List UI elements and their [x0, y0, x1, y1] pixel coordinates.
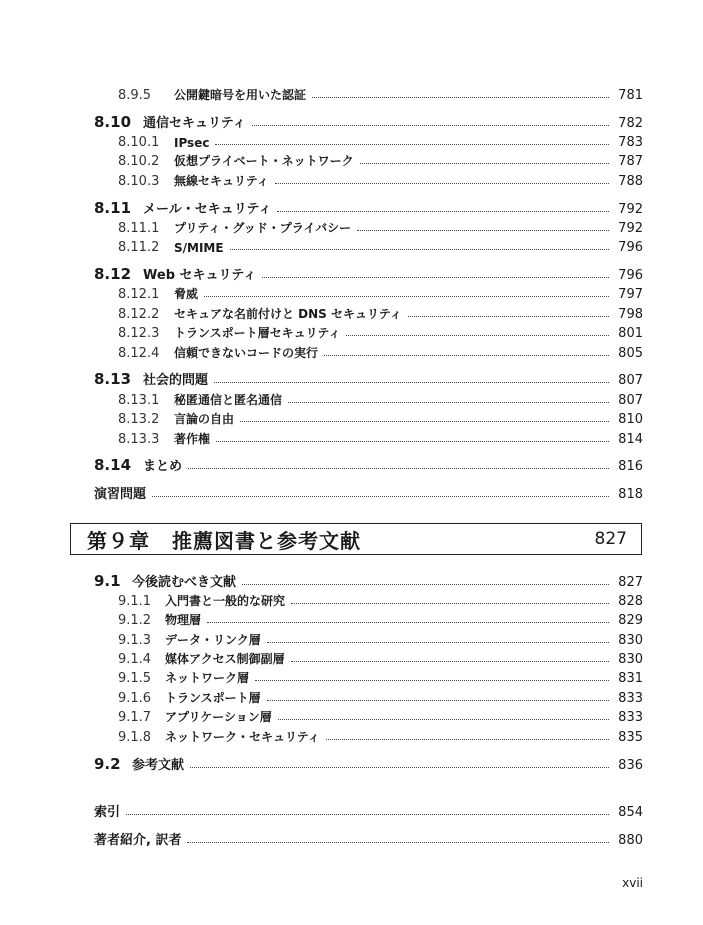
toc-entry-title: 媒体アクセス制御副層 — [165, 652, 285, 666]
dot-leader — [278, 719, 609, 720]
toc-entry-page: 810 — [618, 412, 643, 427]
dot-leader — [216, 441, 609, 442]
dot-leader — [204, 296, 609, 297]
toc-entry-number: 8.10.1 — [118, 135, 160, 150]
toc-entry-page: 835 — [618, 730, 643, 745]
toc-entry — [94, 755, 643, 773]
dot-leader — [255, 680, 609, 681]
toc-entry-page: 792 — [618, 221, 643, 236]
toc-entry-number: 9.1.1 — [118, 594, 152, 609]
dot-leader — [267, 642, 609, 643]
dot-leader — [346, 335, 609, 336]
toc-entry-number: 9.2 — [94, 755, 121, 773]
toc-entry-page: 828 — [618, 594, 643, 609]
toc-entry-page: 827 — [618, 575, 643, 590]
toc-entry — [94, 265, 643, 283]
dot-leader — [277, 211, 609, 212]
toc-entry-title: 索引 — [94, 805, 121, 820]
toc-entry — [118, 284, 643, 302]
toc-entry-page: 807 — [618, 393, 643, 408]
toc-entry-title: 通信セキュリティ — [143, 116, 246, 131]
toc-entry-page: 796 — [618, 268, 643, 283]
toc-entry-page: 818 — [618, 487, 643, 502]
toc-entry-page: 833 — [618, 691, 643, 706]
toc-entry-title: 仮想プライベート・ネットワーク — [174, 154, 354, 168]
toc-entry-number: 8.12 — [94, 265, 132, 283]
dot-leader — [188, 468, 609, 469]
toc-entry — [118, 727, 643, 745]
toc-entry — [94, 199, 643, 217]
toc-entry-page: 788 — [618, 174, 643, 189]
toc-entry-page: 807 — [618, 373, 643, 388]
dot-leader — [324, 355, 609, 356]
toc-entry-title: IPsec — [174, 136, 210, 150]
toc-entry-number: 8.11.2 — [118, 240, 160, 255]
toc-entry-page: 782 — [618, 116, 643, 131]
chapter-page-number: 827 — [594, 529, 627, 549]
toc-entry-title: 社会的問題 — [143, 373, 209, 388]
toc-entry — [118, 668, 643, 686]
toc-entry-title: ネットワーク層 — [165, 671, 250, 685]
toc-entry — [118, 323, 643, 341]
toc-entry — [118, 237, 643, 255]
toc-entry — [118, 649, 643, 667]
toc-entry-title: まとめ — [143, 459, 183, 474]
toc-entry-page: 836 — [618, 758, 643, 773]
toc-entry — [118, 707, 643, 725]
toc-entry-page: 805 — [618, 346, 643, 361]
page-folio: xvii — [622, 876, 643, 890]
toc-entry-title: 無線セキュリティ — [174, 174, 269, 188]
toc-entry-title: 今後読むべき文献 — [132, 575, 237, 590]
toc-entry-page: 783 — [618, 135, 643, 150]
toc-entry-page: 798 — [618, 307, 643, 322]
toc-entry-number: 8.11.1 — [118, 221, 160, 236]
toc-entry-number: 8.13.2 — [118, 412, 160, 427]
toc-entry-page: 797 — [618, 287, 643, 302]
toc-entry — [94, 484, 643, 502]
toc-entry-number: 9.1.2 — [118, 613, 152, 628]
toc-entry-title: ネットワーク・セキュリティ — [165, 730, 320, 744]
dot-leader — [275, 183, 609, 184]
toc-entry-number: 8.12.2 — [118, 307, 160, 322]
toc-entry — [118, 610, 643, 628]
toc-entry-title: 参考文献 — [132, 758, 185, 773]
toc-entry — [94, 830, 643, 848]
toc-entry-number: 8.12.1 — [118, 287, 160, 302]
dot-leader — [215, 144, 609, 145]
toc-entry — [94, 370, 643, 388]
toc-entry-page: 801 — [618, 326, 643, 341]
dot-leader — [230, 249, 609, 250]
toc-entry-title: トランスポート層 — [165, 691, 261, 705]
toc-entry-number: 9.1.3 — [118, 633, 152, 648]
toc-entry — [118, 218, 643, 236]
dot-leader — [291, 603, 609, 604]
toc-entry-number: 9.1.6 — [118, 691, 152, 706]
toc-entry-number: 9.1.5 — [118, 671, 152, 686]
toc-entry-title: 著作権 — [174, 432, 211, 446]
toc-entry-number: 9.1.8 — [118, 730, 152, 745]
chapter-label: 第９章 — [87, 528, 150, 553]
toc-entry-page: 787 — [618, 154, 643, 169]
toc-entry-page: 833 — [618, 710, 643, 725]
toc-entry-title: 脅威 — [174, 287, 199, 301]
toc-entry-title: 言論の自由 — [174, 412, 235, 426]
toc-entry-title: S/MIME — [174, 241, 224, 255]
toc-entry-page: 830 — [618, 652, 643, 667]
toc-entry-page: 829 — [618, 613, 643, 628]
toc-entry-number: 9.1.7 — [118, 710, 152, 725]
toc-entry-page: 830 — [618, 633, 643, 648]
toc-entry-page: 796 — [618, 240, 643, 255]
toc-entry — [118, 688, 643, 706]
toc-entry-title: 公開鍵暗号を用いた認証 — [174, 88, 307, 102]
dot-leader — [126, 814, 609, 815]
toc-entry-title: 著者紹介, 訳者 — [94, 833, 182, 848]
toc-entry-number: 8.13 — [94, 370, 132, 388]
toc-entry-number: 8.12.4 — [118, 346, 160, 361]
toc-entry — [94, 802, 643, 820]
toc-entry — [118, 85, 643, 103]
toc-entry-number: 8.12.3 — [118, 326, 160, 341]
dot-leader — [242, 584, 609, 585]
toc-entry-number: 8.11 — [94, 199, 132, 217]
toc-entry — [118, 304, 643, 322]
dot-leader — [152, 496, 609, 497]
toc-entry — [94, 113, 643, 131]
toc-entry — [94, 572, 643, 590]
dot-leader — [252, 125, 609, 126]
toc-entry-title: 演習問題 — [94, 487, 147, 502]
toc-entry-page: 781 — [618, 88, 643, 103]
dot-leader — [326, 739, 609, 740]
toc-entry-title: メール・セキュリティ — [143, 202, 272, 217]
toc-entry-number: 8.10 — [94, 113, 132, 131]
toc-entry-page: 854 — [618, 805, 643, 820]
toc-entry-title: セキュアな名前付けと DNS セキュリティ — [174, 307, 402, 321]
toc-entry-title: トランスポート層セキュリティ — [174, 326, 341, 340]
toc-entry — [118, 390, 643, 408]
dot-leader — [214, 382, 609, 383]
toc-entry-title: Web セキュリティ — [143, 268, 257, 283]
dot-leader — [408, 316, 609, 317]
chapter-title: 推薦図書と参考文献 — [172, 528, 361, 553]
toc-entry-title: データ・リンク層 — [165, 633, 261, 647]
toc-entry-number: 8.14 — [94, 456, 132, 474]
dot-leader — [312, 97, 609, 98]
toc-entry — [118, 630, 643, 648]
dot-leader — [262, 277, 609, 278]
toc-entry-title: 信頼できないコードの実行 — [174, 346, 319, 360]
toc-entry — [118, 132, 643, 150]
toc-entry-title: アプリケーション層 — [165, 710, 272, 724]
toc-entry-number: 8.13.1 — [118, 393, 160, 408]
toc-entry-page: 814 — [618, 432, 643, 447]
toc-entry-number: 9.1 — [94, 572, 121, 590]
dot-leader — [291, 661, 609, 662]
toc-entry-number: 9.1.4 — [118, 652, 152, 667]
toc-entry-number: 8.9.5 — [118, 88, 152, 103]
dot-leader — [267, 700, 609, 701]
toc-entry — [118, 171, 643, 189]
toc-entry — [118, 429, 643, 447]
toc-entry-title: プリティ・グッド・プライバシー — [174, 221, 352, 235]
toc-entry — [118, 151, 643, 169]
toc-entry — [94, 456, 643, 474]
toc-entry-page: 880 — [618, 833, 643, 848]
toc-entry-page: 792 — [618, 202, 643, 217]
toc-entry-title: 入門書と一般的な研究 — [165, 594, 286, 608]
chapter-heading — [70, 523, 642, 555]
dot-leader — [207, 622, 609, 623]
dot-leader — [187, 842, 609, 843]
dot-leader — [357, 230, 609, 231]
toc-entry — [118, 409, 643, 427]
dot-leader — [190, 767, 609, 768]
toc-entry — [118, 343, 643, 361]
toc-entry-page: 816 — [618, 459, 643, 474]
toc-entry-page: 831 — [618, 671, 643, 686]
toc-entry — [118, 591, 643, 609]
dot-leader — [240, 421, 609, 422]
toc-entry-number: 8.10.3 — [118, 174, 160, 189]
toc-entry-number: 8.10.2 — [118, 154, 160, 169]
dot-leader — [360, 163, 609, 164]
toc-entry-title: 物理層 — [165, 613, 202, 627]
toc-entry-title: 秘匿通信と匿名通信 — [174, 393, 283, 407]
toc-entry-number: 8.13.3 — [118, 432, 160, 447]
dot-leader — [288, 402, 609, 403]
